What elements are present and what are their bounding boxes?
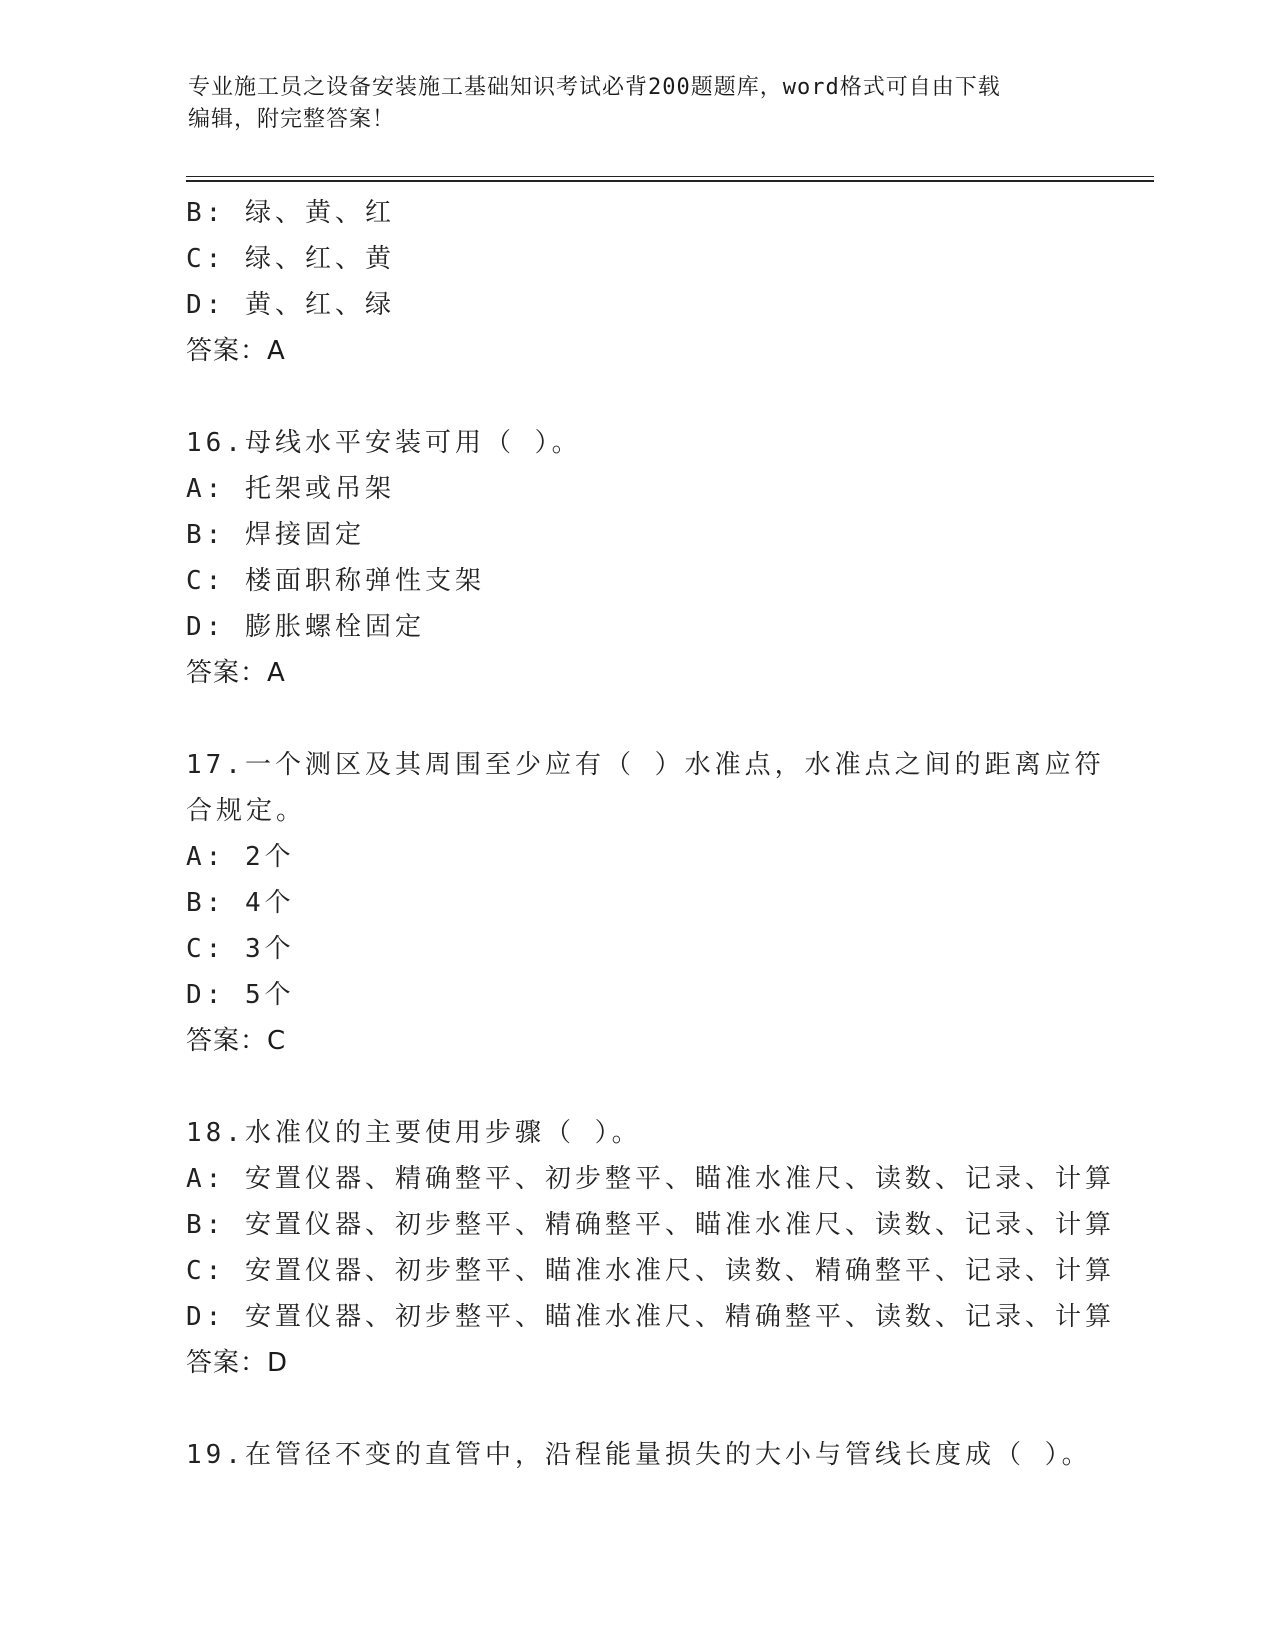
- answer: 答案：D: [186, 1348, 289, 1378]
- question-text: 19.在管径不变的直管中，沿程能量损失的大小与管线长度成（ ）。: [186, 1440, 1092, 1470]
- header-title-line1: 专业施工员之设备安装施工基础知识考试必背200题题库，word格式可自由下载: [188, 75, 1001, 100]
- option-a: A: 托架或吊架: [186, 474, 395, 504]
- document-header: [188, 72, 1088, 136]
- option-d: D: 膨胀螺栓固定: [186, 612, 425, 642]
- option-c: C: 3个: [186, 934, 295, 964]
- option-a: A: 2个: [186, 842, 295, 872]
- option-b: B: 安置仪器、初步整平、精确整平、瞄准水准尺、读数、记录、计算: [186, 1210, 1115, 1240]
- option-d: D: 5个: [186, 980, 295, 1010]
- question-text: 16.母线水平安装可用（ ）。: [186, 428, 582, 458]
- question-text-line2: 合规定。: [186, 796, 307, 826]
- question-16: [186, 420, 1146, 696]
- option-b: B: 绿、黄、红: [186, 198, 395, 228]
- question-19: [186, 1432, 1146, 1478]
- option-b: B: 焊接固定: [186, 520, 365, 550]
- answer: 答案：C: [186, 1026, 287, 1056]
- header-rule-thin: [186, 176, 1154, 177]
- question-17: [186, 742, 1146, 1064]
- answer: 答案：A: [186, 336, 286, 366]
- answer: 答案：A: [186, 658, 286, 688]
- question-text-line1: 17.一个测区及其周围至少应有（ ）水准点，水准点之间的距离应符: [186, 750, 1105, 780]
- question-text: 18.水准仪的主要使用步骤（ ）。: [186, 1118, 642, 1148]
- option-c: C: 楼面职称弹性支架: [186, 566, 485, 596]
- option-c: C: 绿、红、黄: [186, 244, 395, 274]
- question-15-tail: [186, 190, 1146, 374]
- option-c: C: 安置仪器、初步整平、瞄准水准尺、读数、精确整平、记录、计算: [186, 1256, 1115, 1286]
- option-d: D: 黄、红、绿: [186, 290, 395, 320]
- header-rule-thick: [186, 180, 1154, 182]
- option-a: A: 安置仪器、精确整平、初步整平、瞄准水准尺、读数、记录、计算: [186, 1164, 1115, 1194]
- option-b: B: 4个: [186, 888, 295, 918]
- header-title-line2: 编辑，附完整答案！: [188, 107, 396, 132]
- question-18: [186, 1110, 1146, 1386]
- question-list: [186, 190, 1146, 1478]
- option-d: D: 安置仪器、初步整平、瞄准水准尺、精确整平、读数、记录、计算: [186, 1302, 1115, 1332]
